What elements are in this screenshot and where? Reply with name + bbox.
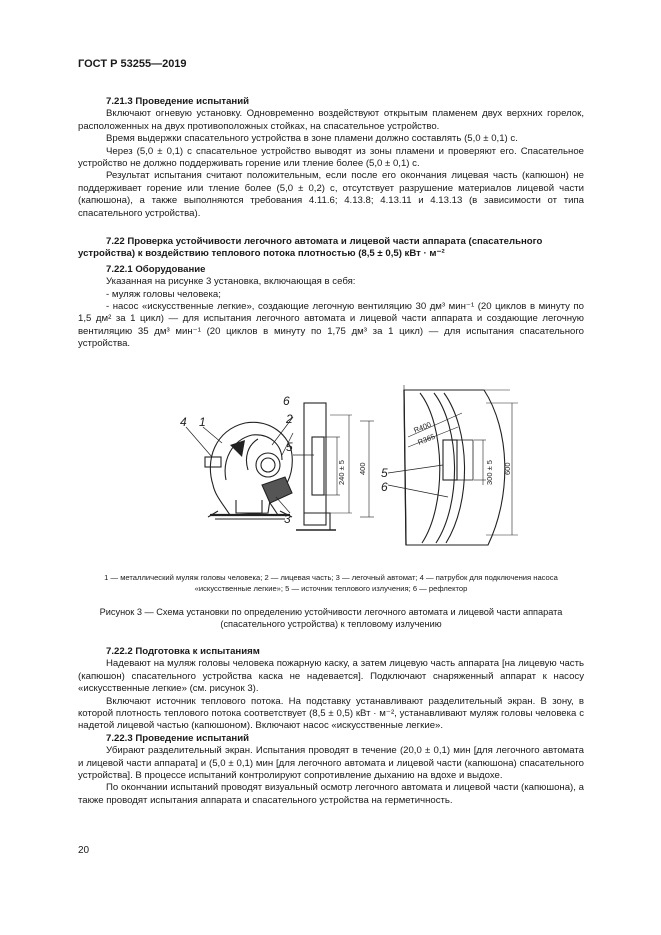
radius-365: R365 xyxy=(416,431,437,447)
figure-legend: 1 — металлический муляж головы человека; 2 — лицевая часть; 3 — легочный автомат; 4 — патрубок для подключения насоса «искусственные легкие»; 5 — источник теплового излучения; 6 — рефлектор xyxy=(104,573,558,593)
section-heading: 7.21.3 Проведение испытаний xyxy=(106,96,250,107)
section-7-22 xyxy=(78,236,584,351)
callout-6-right: 6 xyxy=(381,480,388,494)
paragraph: По окончании испытаний проводят визуальный осмотр легочного автомата и лицевой части (капюшона), а также проводят испытания аппарата и спасательного устройства на герметичность. xyxy=(78,782,584,806)
section-7-21-3 xyxy=(78,96,584,220)
callout-6: 6 xyxy=(283,394,290,408)
paragraph: Результат испытания считают положительным, если после его окончания лицевая часть (капюшон) не поддерживает горение или тление более (5,0 ± 0,2) с, отсутствует разрушение материалов лицевой части (капюшона), а также выполняются требования 4.11.6; 4.13.8; 4.13.11 и 4.13.13 (в зависимости от типа спасательного устройства). xyxy=(78,170,584,219)
figure-caption: Рисунок 3 — Схема установки по определению устойчивости легочного автомата и лицевой части аппарата (спасательного устройства) к тепловому излучению xyxy=(99,607,563,629)
dimension-240: 240 ± 5 xyxy=(337,460,346,485)
paragraph: Включают источник теплового потока. На подставку устанавливают разделительный экран. В зону, в которой плотность теплового потока соответствует (8,5 ± 0,5) кВт · м⁻², устанавливают муляж головы человека с надетой лицевой частью (капюшоном). Включают насос «искусственные легкие». xyxy=(78,695,584,732)
callout-4: 4 xyxy=(180,415,187,429)
document-header: ГОСТ Р 53255—2019 xyxy=(78,58,187,70)
dimension-600: 600 xyxy=(503,462,512,475)
page-number: 20 xyxy=(78,845,90,856)
paragraph: Надевают на муляж головы человека пожарную каску, а затем лицевую часть аппарата [на лицевую часть (капюшон) спасательного устройства каска не надевается]. Подключают снаряженный аппарат к насосу «искусственные легкие» (см. рисунок 3). xyxy=(78,658,584,695)
paragraph: Указанная на рисунке 3 установка, включающая в себя: xyxy=(106,276,356,288)
callout-1: 1 xyxy=(199,415,206,429)
callout-5: 5 xyxy=(286,440,293,454)
head-dummy-drawing xyxy=(205,422,292,519)
section-heading: 7.22 Проверка устойчивости легочного автомата и лицевой части аппарата (спасательного устройства) к воздействию теплового потока плотностью (8,5 ± 0,5) кВт · м⁻² xyxy=(78,236,543,260)
radius-400: R400 xyxy=(412,419,433,435)
list-item: - насос «искусственные легкие», создающие легочную вентиляцию 30 дм³ мин⁻¹ (20 циклов в минуту по 1,5 дм² за 1 цикл) — для испытания легочного автомата и лицевой части аппарата и создающие легочную вентиляцию 35 дм³ мин⁻¹ (20 циклов в минуту по 1,75 дм³ за 1 цикл) — для испытания спасательного устройства. xyxy=(78,301,584,350)
dimension-400: 400 xyxy=(358,462,367,475)
section-view-drawing xyxy=(388,385,518,545)
subsection-heading: 7.22.2 Подготовка к испытаниям xyxy=(106,646,260,657)
subsection-heading: 7.22.1 Оборудование xyxy=(106,263,206,275)
paragraph: Через (5,0 ± 0,1) с спасательное устройство выводят из зоны пламени и проверяют его. Спасательное устройство не должно поддерживать горение или тление более (5,0 ± 0,1) с. xyxy=(78,145,584,170)
list-item: - муляж головы человека; xyxy=(106,288,221,300)
figure-3-diagram xyxy=(0,385,661,565)
callout-5-right: 5 xyxy=(381,466,388,480)
dimension-300: 300 ± 5 xyxy=(485,460,494,485)
callout-2: 2 xyxy=(286,412,293,426)
paragraph: Время выдержки спасательного устройства в зоне пламени должно составлять (5,0 ± 0,1) с. xyxy=(106,133,518,145)
section-7-22-2 xyxy=(78,646,584,807)
subsection-heading: 7.22.3 Проведение испытаний xyxy=(106,732,250,744)
callout-3: 3 xyxy=(284,512,291,526)
paragraph: Включают огневую установку. Одновременно воздействуют открытым пламенем двух верхних горелок, расположенных на двух противоположных стойках, на спасательное устройство. xyxy=(78,108,584,132)
paragraph: Убирают разделительный экран. Испытания проводят в течение (20,0 ± 0,1) мин [для легочного автомата и лицевой части аппарата] и (5,0 ± 0,1) мин [для легочного автомата и лицевой части (капюшона) спасательного устройства]. В процессе испытаний контролируют сопротивление дыханию на вдохе и выдохе. xyxy=(78,745,584,782)
